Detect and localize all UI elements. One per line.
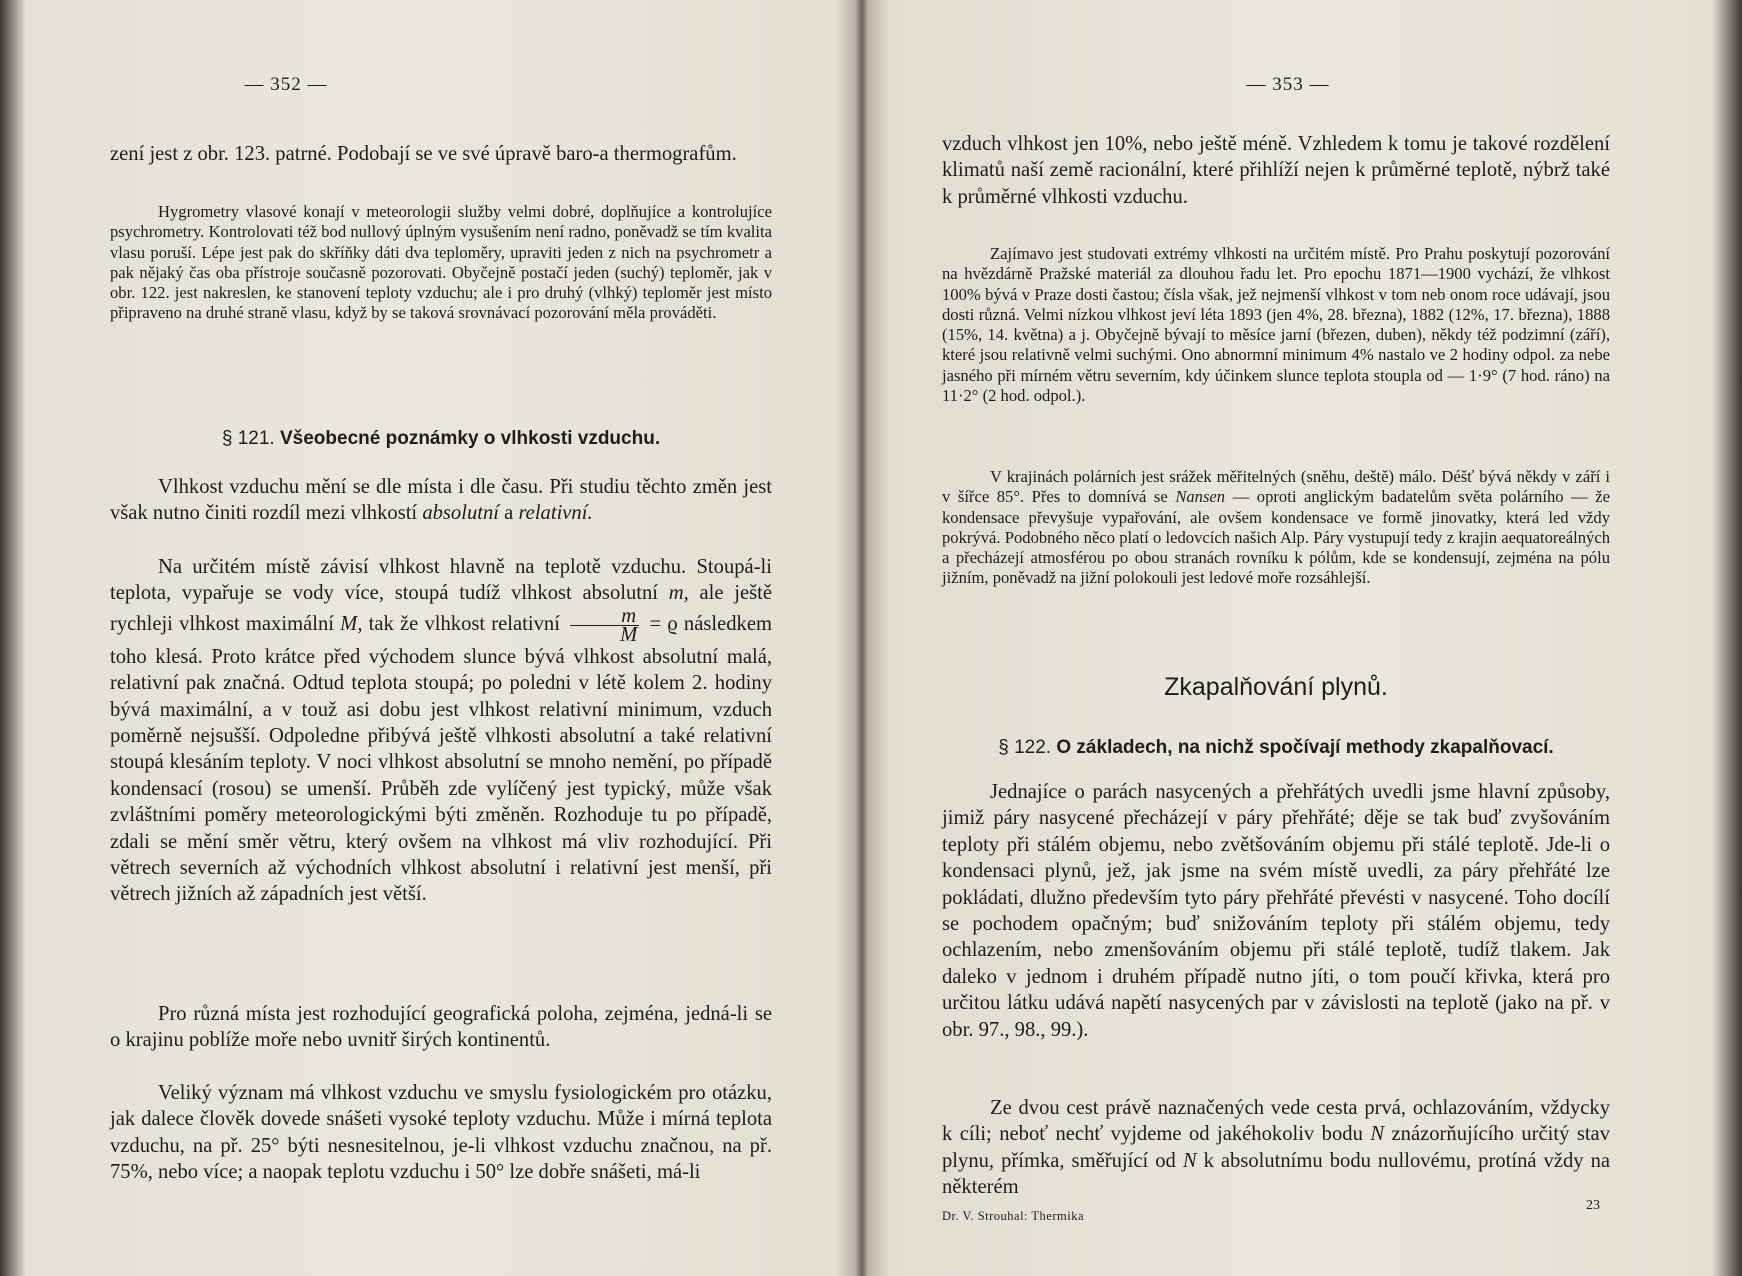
paragraph: Ze dvou cest právě naznačených vede cesta prvá, ochlazováním, vždycky k cíli; neboť nechť vyjdeme od jakéhokoliv bodu N znázorňujícího určitý stav plynu, přímka, směřující od N k absolutnímu bodu nullovému, protíná vždy na některém [942, 1097, 1611, 1199]
paragraph: Na určitém místě závisí vlhkost hlavně na teplotě vzduchu. Stoupá-li teplota, vypařuje se vody více, stoupá tudíž vlhkost absolutní m, ale ještě rychleji vlhkost maximální M, tak že vlhkost relativní $\frac{m}{M}$ = ϱ následkem toho klesá. Proto krátce před východem slunce bývá vlhkost absolutní malá, relativní pak značná. Odtud teplota stoupá; po poledni v létě kolem 2. hodiny bývá maximální, a v touž asi dobu jest vlhkost relativní minimum, vzduch poměrně nejsušší. Odpoledne přibývá ještě vlhkosti absolutní a také relativní stoupá klesáním teploty. V noci vlhkost absolutní se mnoho nemění, po případě kondensací (rosou) se umenší. Průběh zde vylíčený jest typický, může však zvláštními poměry meteorologickými býti změněn. Rozhoduje tu po případě, zdali se mění směr větru, který ovšem na vlhkost má vliv rozhodující. Při větrech severních až východních vlhkost absolutní i relativní jest menší, při větrech jižních až západních jest větší. [110, 556, 773, 906]
paragraph-small: Hygrometry vlasové konají v meteorologii služby velmi dobré, doplňujíce a kontrolujíce psychrometry. Kontrolovati též bod nullový úplným vysušením není radno, poněvadž se tím kvalita vlasu poruší. Lépe jest pak do skříňky dáti dva teploměry, upraviti jeden z nich na psychrometr a pak nějaký čas oba přístroje současně pozorovati. Obyčejně postačí jeden (suchý) teploměr, jak v obr. 122. jest nakreslen, ke stanovení teploty vzduchu; ale i pro druhý (vlhký) teploměr jest místo připraveno na druhé straně vlasu, když by se taková srovnávací pozorování měla prováděti. [110, 202, 772, 323]
paragraph-small: Zajímavo jest studovati extrémy vlhkosti na určitém místě. Pro Prahu poskytují pozorování na hvězdárně Pražské materiál za dlouhou řadu let. Pro epochu 1871—1900 vychází, že vlhkost 100% bývá v Praze dosti častou; čísla však, jež nejmenší vlhkost v tom neb onom roce udávají, jsou dosti různá. Velmi nízkou vlhkost jeví léta 1893 (jen 4%, 28. března), 1882 (12%, 17. března), 1888 (15%, 14. května) a j. Obyčejně bývají to měsíce jarní (březen, duben), někdy též podzimní (září), které jsou relativně velmi suchými. Ono abnormní minimum 4% nastalo ve 2 hodiny odpol. za nebe jasného při mírném větru severním, kdy účinkem slunce teplota stoupla od — 1·9° (7 hod. ráno) na 11·2° (2 hod. odpol.). [942, 244, 1610, 406]
paragraph: Veliký význam má vlhkost vzduchu ve smyslu fysiologickém pro otázku, jak dalece člověk dovede snášeti vysoké teploty vzduchu. Může i mírná teplota vzduchu, na př. 25° býti nesnesitelnou, je-li vlhkost vzduchu značnou, na př. 75%, nebo více; a naopak teplotu vzduchu i 50° lze dobře snášeti, má-li [110, 1082, 772, 1184]
paragraph: Vlhkost vzduchu mění se dle místa i dle času. Při studiu těchto změn jest však nutno činiti rozdíl mezi vlhkostí absolutní a relativní. [110, 476, 772, 525]
section-number: § 121. [221, 428, 275, 449]
page-number: — 353 — [1246, 74, 1330, 95]
paragraph: zení jest z obr. 123. patrné. Podobají se ve své úpravě baro-a thermografům. [110, 143, 737, 165]
paragraph-small: V krajinách polárních jest srážek měřitelných (sněhu, deště) málo. Déšť bývá někdy v září i v šířce 85°. Přes to domnívá se Nansen — oproti anglickým badatelům světa polárního — že kondensace převyšuje vypařování, ale ovšem kondensace ve formě jinovatky, která led vždy pokrývá. Podobného něco platí o ledovcích našich Alp. Páry vystupují tedy z krajin aequatoreálných a přecházejí atmosférou po obou stranách rovníku k pólům, kde se kondensují, zejména na pólu jižním, poněvadž na jižní polokouli jest ledové moře rozsáhlejší. [942, 467, 1610, 588]
page-number: — 352 — [244, 74, 328, 95]
chapter-title: Zkapalňování plynů. [1164, 673, 1388, 701]
section-heading [110, 428, 772, 450]
right-page [942, 0, 1610, 1276]
paragraph: vzduch vlhkost jen 10%, nebo ještě méně. Vzhledem k tomu je takové rozdělení klimatů naší země racionální, které přihlíží nejen k průměrné teplotě, nýbrž také k průměrné vlhkosti vzduchu. [942, 133, 1610, 208]
paragraph: Jednajíce o parách nasycených a přehřátých uvedli jsme hlavní způsoby, jimiž páry nasycené přecházejí v páry přehřáté; děje se tak buď zvyšováním teploty při stálém objemu, nebo zvětšováním objemu při stálé teplotě. Jde-li o kondensaci plynů, jež, jak jsme na svém místě uvedli, za páry přehřáté lze pokládati, dlužno především tyto páry přehřáté převésti v nasycené. Toho docílí se pochodem opačným; buď snižováním teploty při stálém objemu, tedy ochlazením, nebo zmenšováním objemu při stálé teplotě, tudíž tlakem. Jak daleko v jednom i druhém případě nutno jíti, o tom poučí křivka, která pro určitou látku udává napětí nasycených par v závislosti na teplotě (jako na př. v obr. 97., 98., 99.). [942, 781, 1610, 1041]
section-number: § 122. [998, 737, 1052, 758]
signature-number: 23 [1586, 1198, 1600, 1213]
section-title: O základech, na nichž spočívají methody zkapalňovací. [1056, 737, 1554, 758]
section-heading [942, 737, 1610, 759]
section-title: Všeobecné poznámky o vlhkosti vzduchu. [280, 428, 661, 449]
fraction: $\frac{m}{M}$ [570, 607, 639, 644]
left-page [110, 0, 772, 1276]
footer-author-title: Dr. V. Strouhal: Thermika [942, 1209, 1085, 1223]
paragraph: Pro různá místa jest rozhodující geografická poloha, zejména, jedná-li se o krajinu poblíže moře nebo uvnitř širých kontinentů. [110, 1003, 772, 1052]
